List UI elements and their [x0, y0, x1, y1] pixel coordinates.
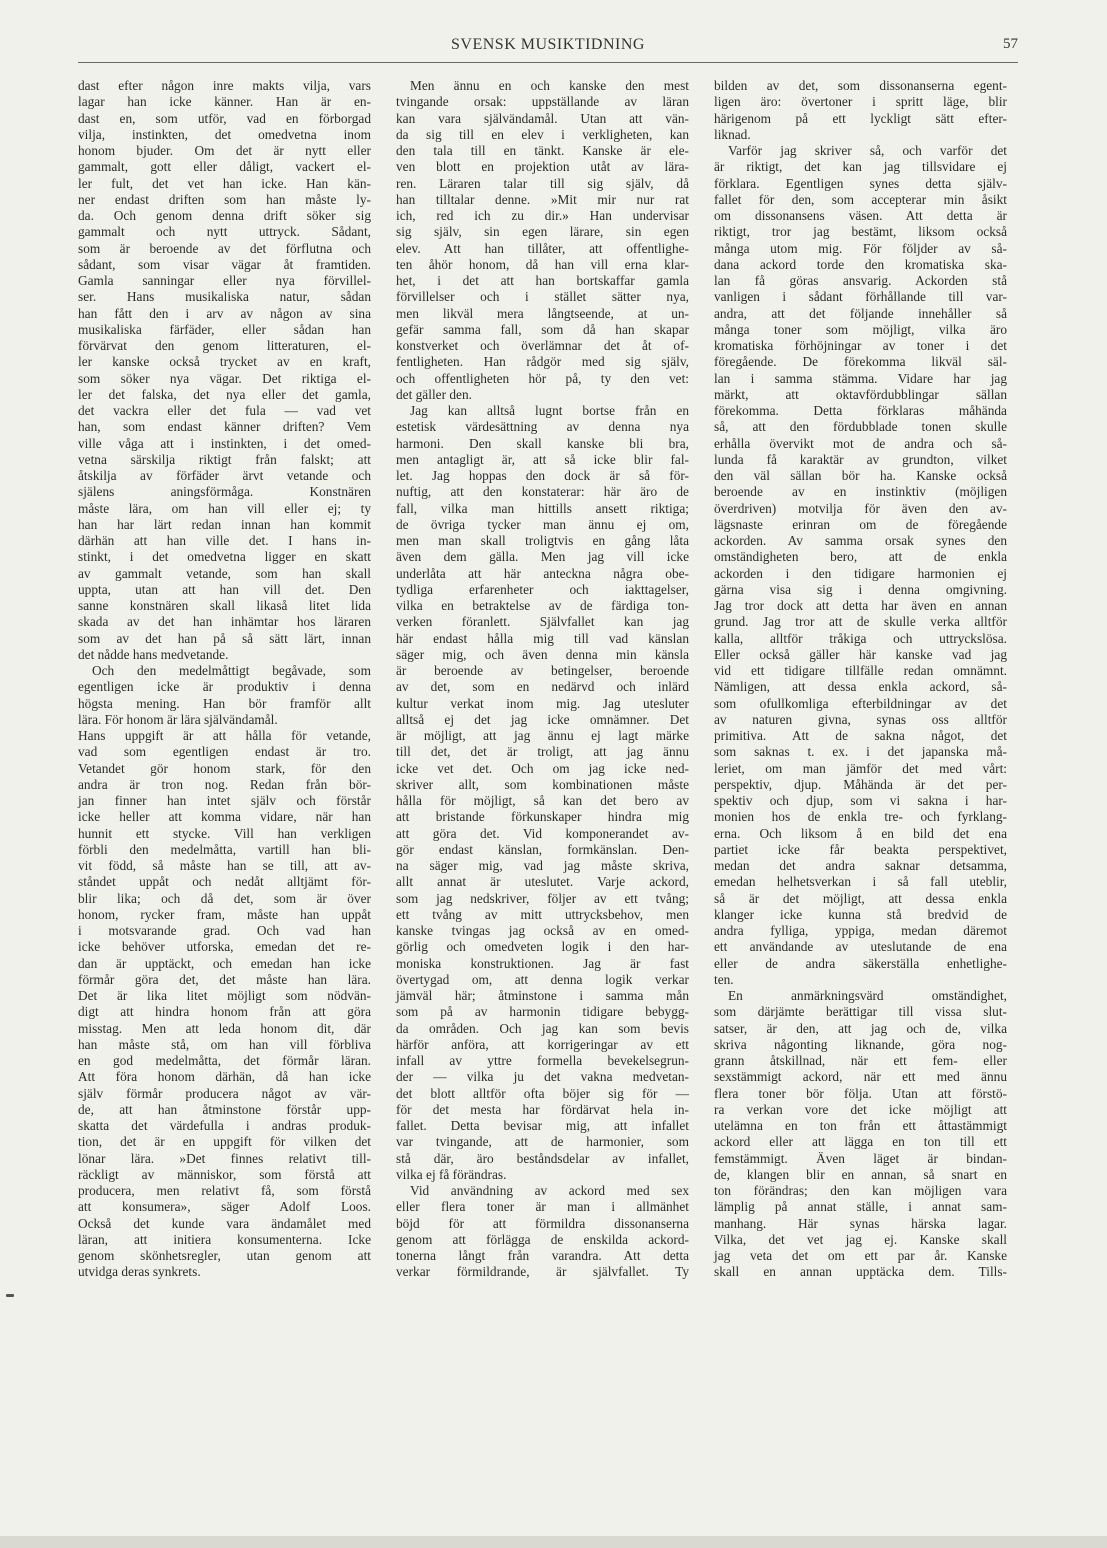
- text-line: att bristande förkunskaper hindra mig: [396, 809, 689, 825]
- text-line: förvillelser och i stället sätter nya,: [396, 289, 689, 305]
- text-line: och offentligheten hör på, ty den vet:: [396, 370, 689, 386]
- text-line: verkar förmildrande, är självfallet. Ty: [396, 1264, 689, 1280]
- text-line: honom, rycker fram, måste han uppåt: [78, 906, 371, 922]
- text-line: elev. Att han tillåter, att offentlighe-: [396, 240, 689, 256]
- text-line: konstverket och överlämnar det åt of-: [396, 338, 689, 353]
- text-line: läran, att initiera konsumenterna. Icke: [78, 1231, 371, 1247]
- text-line: härigenom på ett lyckligt sätt efter-: [714, 110, 1007, 126]
- text-line: förekomma. Detta förklaras måhända: [714, 403, 1007, 418]
- text-line: görlig och omedveten logik i den har-: [396, 939, 689, 955]
- text-line: av naturen givna, synas oss alltför: [714, 711, 1007, 727]
- text-line: andra är tron nog. Redan från bör-: [78, 776, 371, 792]
- text-line: vad som egentligen endast är tro.: [78, 744, 371, 760]
- text-line: som saknas t. ex. i det japanska må-: [714, 744, 1007, 760]
- text-line: moniska konstruktionen. Jag är fast: [396, 955, 689, 971]
- text-line: Det är lika litet möjligt som nödvän-: [78, 988, 371, 1003]
- text-line: ven blott en projektion utåt av lära-: [396, 159, 689, 175]
- text-line: Gamla sanningar eller nya förvillel-: [78, 273, 371, 288]
- text-line: den tala till en tänkt. Kanske är ele-: [396, 143, 689, 158]
- text-line: de övriga tycker man ännu ej om,: [396, 516, 689, 532]
- text-line: men antagligt är, att så icke blir fal-: [396, 451, 689, 467]
- text-line: själens aningsförmåga. Konstnären: [78, 484, 371, 500]
- text-line: femstämmigt. Även läget är bindan-: [714, 1150, 1007, 1166]
- text-line: som jag nedskriver, följer av ett tvång;: [396, 890, 689, 906]
- text-line: der — vilka ju det vakna medvetan-: [396, 1069, 689, 1085]
- text-line: primitiva. Att de sakna något, det: [714, 728, 1007, 743]
- text-line: överdriven) motvilja för även den av-: [714, 500, 1007, 516]
- text-line: perspektiv, djup. Måhända är det per-: [714, 776, 1007, 792]
- text-line: ler kanske också trycket av en kraft,: [78, 354, 371, 370]
- header-rule: [78, 62, 1018, 63]
- text-line: föregående. De förekomma likväl säl-: [714, 354, 1007, 370]
- text-line: utvidga deras synkrets.: [78, 1264, 201, 1280]
- text-line: i motsvarande grad. Och vad han: [78, 923, 371, 938]
- text-line: om dissonansens väsen. Att detta är: [714, 208, 1007, 223]
- text-line: så är det möjligt, att dessa enkla: [714, 890, 1007, 906]
- text-line: lägsnaste erinran om de föregående: [714, 516, 1007, 532]
- text-line: ner endast driften som han måste ly-: [78, 191, 371, 207]
- text-line: gärna visa sig i denna omgivning.: [714, 581, 1007, 597]
- text-line: satser, är den, att jag och de, vilka: [714, 1020, 1007, 1036]
- text-line: är möjligt, att jag ännu ej lagt märke: [396, 728, 689, 743]
- text-line: böjd för att förmildra dissonanserna: [396, 1215, 689, 1231]
- text-line: fall, vilka man hittills ansett riktiga;: [396, 500, 689, 516]
- text-line: lagar han icke känner. Han är en-: [78, 94, 371, 110]
- text-line: för det mesta har fördärvat hela in-: [396, 1101, 689, 1117]
- text-line: gör endast känslan, formkänslan. Den-: [396, 841, 689, 857]
- text-line: Eller också gäller här kanske vad jag: [714, 646, 1007, 662]
- text-line: jämväl här; åtminstone i samma mån: [396, 988, 689, 1003]
- text-line: Vid användning av ackord med sex: [410, 1183, 689, 1198]
- text-line: Nämligen, att dessa enkla ackord, så-: [714, 679, 1007, 695]
- text-line: det blott alltför ofta böjer sig för —: [396, 1085, 689, 1101]
- text-line: som ofullkomliga efterbildningar av det: [714, 695, 1007, 711]
- text-line: skriva någonting liknande, göra nog-: [714, 1036, 1007, 1052]
- text-line: da områden. Och jag kan som bevis: [396, 1020, 689, 1036]
- text-line: vid ett tidigare tillfälle redan omnämnt.: [714, 663, 1007, 678]
- text-line: en god medelmåtta, det förmår läran.: [78, 1053, 371, 1068]
- text-line: räckligt av människor, som förstå att: [78, 1166, 371, 1182]
- text-line: dast efter någon inre makts vilja, vars: [78, 78, 371, 93]
- text-line: Också det kunde vara ändamålet med: [78, 1215, 371, 1231]
- text-line: tion, det är en uppgift för vilken det: [78, 1134, 371, 1150]
- text-line: säger mig, och även denna min känsla: [396, 646, 689, 662]
- text-line: dan är upptäckt, och emedan han icke: [78, 955, 371, 971]
- text-line: Men ännu en och kanske den mest: [410, 78, 689, 93]
- text-line: uppta, utan att han vill det. Den: [78, 581, 371, 597]
- text-line: da sig till en elev i verkligheten, kan: [396, 126, 689, 142]
- text-line: högsta mening. Han bör framför allt: [78, 695, 371, 711]
- text-line: En anmärkningsvärd omständighet,: [728, 988, 1007, 1003]
- text-line: ich, red ich zu dir.» Han undervisar: [396, 208, 689, 223]
- text-column-2: [396, 78, 689, 1281]
- text-column-3: [714, 78, 1007, 1281]
- text-line: grund. Jag tror att de skulle verka alltför: [714, 614, 1007, 630]
- text-line: därhän att han ville det. I hans in-: [78, 533, 371, 548]
- text-line: ackorden. Av samma orsak synes den: [714, 533, 1007, 548]
- text-line: ten.: [714, 971, 734, 987]
- text-line: vilja, instinkten, det omedvetna inom: [78, 126, 371, 142]
- text-line: tydliga erfarenheter och iakttagelser,: [396, 581, 689, 597]
- text-line: många toner som möjligt, vilka äro: [714, 321, 1007, 337]
- text-line: fentligheten. Han rådgör med sig själv,: [396, 354, 689, 370]
- text-line: jan finner han intet själv och förstår: [78, 793, 371, 808]
- text-line: hålla för möjligt, så kan det bero av: [396, 793, 689, 808]
- text-line: estetisk värdesättning av denna nya: [396, 419, 689, 435]
- text-line: ra verkan vore det icke möjligt att: [714, 1101, 1007, 1117]
- text-line: infall av yttre formella bevekelsegrun-: [396, 1053, 689, 1068]
- text-line: han fått den i arv av någon av sina: [78, 305, 371, 321]
- text-line: lan i samma stämma. Vidare har jag: [714, 370, 1007, 386]
- text-line: utelämna en ton från ett åttastämmigt: [714, 1118, 1007, 1133]
- text-line: verken föranlett. Självfallet kan jag: [396, 614, 689, 630]
- text-line: emedan helhetsverkan i så fall uteblir,: [714, 874, 1007, 890]
- text-line: musikaliska färfäder, eller sådan han: [78, 321, 371, 337]
- text-line: sanne konstnären skall likaså litet lida: [78, 598, 371, 613]
- margin-mark: [6, 1294, 14, 1297]
- text-line: dana ackord torde den kromatiska ska-: [714, 256, 1007, 272]
- text-line: men man skall troligtvis en gång låta: [396, 533, 689, 548]
- text-line: förmår göra det, det måste han lära.: [78, 971, 371, 987]
- text-line: beroende av en instinktiv (möjligen: [714, 484, 1007, 500]
- text-line: av gammalt vetande, som han skall: [78, 565, 371, 581]
- text-line: ligen äro: övertoner i spritt läge, blir: [714, 94, 1007, 110]
- text-line: skall en annan upptäcka dem. Tills-: [714, 1264, 1007, 1280]
- text-line: het, i det att han bortskaffar gamla: [396, 273, 689, 288]
- text-line: grann åtskillnad, när ett fem- eller: [714, 1053, 1007, 1068]
- text-line: na säger mig, vad jag måste skriva,: [396, 858, 689, 873]
- page-number: 57: [1003, 36, 1018, 52]
- text-line: sexstämmigt ackord, när ett med ännu: [714, 1069, 1007, 1085]
- text-line: märkt, att oktavfördubblingar sällan: [714, 386, 1007, 402]
- text-line: ville våga att i instinkten, i det omed-: [78, 435, 371, 451]
- text-line: eller flera toner är man i allmänhet: [396, 1199, 689, 1215]
- text-line: lönar lära. »Det finnes relativt till-: [78, 1150, 371, 1166]
- text-line: han tilltalar denne. »Mit mir nur rat: [396, 191, 689, 207]
- text-line: icke heller att komma vidare, när han: [78, 809, 371, 825]
- text-line: många utom mig. För följder av så-: [714, 240, 1007, 256]
- text-line: blir lika; och då det, som är över: [78, 890, 371, 906]
- text-line: flera toner bör följa. Utan att förstö-: [714, 1085, 1007, 1101]
- text-line: fallet. Detta bevisar mig, att infallet: [396, 1118, 689, 1133]
- text-line: digt att hindra honom från att göra: [78, 1004, 371, 1020]
- text-line: han, som endast känner driften? Vem: [78, 419, 371, 435]
- page-bottom-edge: [0, 1536, 1107, 1548]
- text-line: som därjämte berättigar till vissa slut-: [714, 1004, 1007, 1020]
- text-line: vanligen i sådant förhållande till var-: [714, 289, 1007, 305]
- text-line: stå där, äro beståndsdelar av infallet,: [396, 1150, 689, 1166]
- text-line: andra, att det följande innehåller så: [714, 305, 1007, 321]
- text-line: den väl sällan bör ha. Kanske också: [714, 468, 1007, 483]
- text-line: gammalt och nytt uttryck. Sådant,: [78, 224, 371, 240]
- text-line: ren. Läraren talar till sig själv, då: [396, 175, 689, 191]
- text-line: tonerna långt från varandra. Att detta: [396, 1248, 689, 1263]
- text-line: nuftig, att den konstaterar: här äro de: [396, 484, 689, 500]
- text-line: medan det andra saknar detsamma,: [714, 858, 1007, 873]
- text-line: jag veta det om ett par år. Kanske: [714, 1248, 1007, 1263]
- text-line: vetna särskilja riktigt från falskt; att: [78, 451, 371, 467]
- text-line: ler fult, det vet han icke. Han kän-: [78, 175, 371, 191]
- text-line: ten åhör honom, då han vill erna klar-: [396, 256, 689, 272]
- text-line: förbli den medelmåtta, vartill han bli-: [78, 841, 371, 857]
- text-line: kromatiska förhöjningar av toner i det: [714, 338, 1007, 353]
- text-line: av det, som en nedärvd och inlärd: [396, 679, 689, 695]
- text-line: hunnit ett stycke. Vill han verkligen: [78, 825, 371, 841]
- text-line: de, att han åtminstone förstår upp-: [78, 1101, 371, 1117]
- text-line: ståndet uppåt och nedåt alltjämt för-: [78, 874, 371, 890]
- text-line: skada av det han inhämtar hos läraren: [78, 614, 371, 630]
- text-line: manhang. Här synas härska lagar.: [714, 1215, 1007, 1231]
- text-column-1: [78, 78, 371, 1281]
- text-line: förvärvat den genom litteraturen, el-: [78, 338, 371, 353]
- text-line: misstag. Men att leda honom dit, där: [78, 1020, 371, 1036]
- text-line: är riktigt, det kan jag tillsvidare ej: [714, 159, 1007, 175]
- text-line: ett användande av uteslutande de ena: [714, 939, 1007, 955]
- text-line: som söker nya vägar. Det riktiga el-: [78, 370, 371, 386]
- text-line: genom att förlägga de enskilda ackord-: [396, 1231, 689, 1247]
- text-line: liknad.: [714, 126, 751, 142]
- text-line: kan vara självändamål. Utan att vän-: [396, 110, 689, 126]
- text-line: vilka en betraktelse av de färdiga ton-: [396, 598, 689, 613]
- text-line: det vackra eller det fula — vad vet: [78, 403, 371, 418]
- text-line: att göra det. Vid komponerandet av-: [396, 825, 689, 841]
- text-line: det nådde hans medvetande.: [78, 646, 229, 662]
- text-line: spektiv och djup, som vi sakna i har-: [714, 793, 1007, 808]
- text-line: vit född, så måste han se till, att av-: [78, 858, 371, 873]
- text-line: själv förmår producera något av vär-: [78, 1085, 371, 1101]
- text-line: Vetandet gör honom stark, för den: [78, 760, 371, 776]
- text-line: egentligen icke är produktiv i denna: [78, 679, 371, 695]
- text-line: att konsumera», säger Adolf Loos.: [78, 1199, 371, 1215]
- text-line: bilden av det, som dissonanserna egent-: [714, 78, 1007, 93]
- page-header: [78, 36, 1018, 56]
- text-line: monien hos de enkla tre- och fyrklang-: [714, 809, 1007, 825]
- text-line: sådant, som visar vägar åt framtiden.: [78, 256, 371, 272]
- text-line: åtskilja av förfäder ärvt vetande och: [78, 468, 371, 483]
- text-line: så, att den fördubblade tonen skulle: [714, 419, 1007, 435]
- text-line: icke behöver utforska, emedan det re-: [78, 939, 371, 955]
- text-line: Jag kan alltså lugnt bortse från en: [410, 403, 689, 418]
- text-line: är beroende av betingelser, beroende: [396, 663, 689, 678]
- text-line: lan få göras ansvarig. Ackorden stå: [714, 273, 1007, 288]
- text-line: måste lära, om han vill eller ej; ty: [78, 500, 371, 516]
- text-line: gammalt, gott eller dåligt, vackert el-: [78, 159, 371, 175]
- text-line: underlåta att här anteckna några obe-: [396, 565, 689, 581]
- text-line: klanger icke kunna stå bredvid de: [714, 906, 1007, 922]
- text-line: alltså ej det jag icke omnämner. Det: [396, 711, 689, 727]
- text-line: härför anföra, att korrigeringar av ett: [396, 1036, 689, 1052]
- text-line: harmoni. Den skall kanske bli bra,: [396, 435, 689, 451]
- text-line: kanske tvingas jag också av en omed-: [396, 923, 689, 938]
- text-line: icke vet det. Och om jag icke ned-: [396, 760, 689, 776]
- journal-title: SVENSK MUSIKTIDNING: [451, 36, 645, 53]
- text-line: dast en, som utför, vad en förborgad: [78, 110, 371, 126]
- text-line: lämplig på annat ställe, i annat sam-: [714, 1199, 1007, 1215]
- text-line: han måste stå, om han vill förbliva: [78, 1036, 371, 1052]
- text-line: han har lärt redan innan han kommit: [78, 516, 371, 532]
- text-line: till det, det är troligt, att jag ännu: [396, 744, 689, 760]
- text-line: som är beroende av det förflutna och: [78, 240, 371, 256]
- text-line: gefär samma fall, som då han skapar: [396, 321, 689, 337]
- text-line: ler det falska, det nya eller det gamla,: [78, 386, 371, 402]
- text-line: tvingande orsak: uppställande av läran: [396, 94, 689, 110]
- text-line: här endast hålla mig till vad känslan: [396, 630, 689, 646]
- text-line: eller de andra säkerställa enhetlighe-: [714, 955, 1007, 971]
- text-line: Varför jag skriver så, och varför det: [728, 143, 1007, 158]
- text-line: Jag tror dock att detta har även en annan: [714, 598, 1007, 613]
- text-line: kalla, alltför tråkiga och uttryckslösa.: [714, 630, 1007, 646]
- text-line: sig själv, sin egen lärare, sin egen: [396, 224, 689, 240]
- text-line: leriet, om man jämför det med vårt:: [714, 760, 1007, 776]
- text-line: det gäller den.: [396, 386, 472, 402]
- text-line: stinkt, i det omedvetna ligger en skatt: [78, 549, 371, 565]
- text-line: omständigheten bero, att de enkla: [714, 549, 1007, 565]
- text-line: Och den medelmåttigt begåvade, som: [92, 663, 371, 678]
- text-line: allt annat är uteslutet. Varje ackord,: [396, 874, 689, 890]
- text-line: som av det han på så sätt lärt, innan: [78, 630, 371, 646]
- text-line: de, klangen blir en annan, så snart en: [714, 1166, 1007, 1182]
- text-line: producera, men relativt få, som förstå: [78, 1183, 371, 1198]
- text-line: men likväl mera långtseende, at un-: [396, 305, 689, 321]
- text-line: även dem gälla. Men jag vill icke: [396, 549, 689, 565]
- text-line: som på av harmonin tidigare bebygg-: [396, 1004, 689, 1020]
- text-line: let. Jag hoppas den dock är så för-: [396, 468, 689, 483]
- text-line: förklara. Egentligen synes detta själv-: [714, 175, 1007, 191]
- text-line: fallet för den, som accepterar min åsikt: [714, 191, 1007, 207]
- text-line: Hans uppgift är att hålla för vetande,: [78, 728, 371, 743]
- text-line: lära. För honom är lära självändamål.: [78, 711, 278, 727]
- text-line: ackorden i den tidigare harmonien ej: [714, 565, 1007, 581]
- text-line: Att föra honom därhän, då han icke: [78, 1069, 371, 1085]
- text-line: Vilka, det vet jag ej. Kanske skall: [714, 1231, 1007, 1247]
- text-line: vilka ej få förändras.: [396, 1166, 507, 1182]
- text-line: ton förändras; den kan möjligen vara: [714, 1183, 1007, 1198]
- text-line: erhålla övervikt mot de andra och så-: [714, 435, 1007, 451]
- text-line: riktigt, tror jag bestämt, liksom också: [714, 224, 1007, 240]
- text-line: lunda få karaktär av grundton, vilket: [714, 451, 1007, 467]
- text-line: skriver allt, som kombinationen måste: [396, 776, 689, 792]
- text-line: ser. Hans musikaliska natur, sådan: [78, 289, 371, 305]
- text-line: var tvingande, att de harmonier, som: [396, 1134, 689, 1150]
- text-line: da. Och genom denna drift söker sig: [78, 208, 371, 223]
- text-line: kultur verkat inom mig. Jag utesluter: [396, 695, 689, 711]
- text-line: genom skönhetsregler, utan genom att: [78, 1248, 371, 1263]
- text-line: partiet icke får beakta perspektivet,: [714, 841, 1007, 857]
- text-line: honom bjuder. Om det är nytt eller: [78, 143, 371, 158]
- text-line: övertygad om, att denna logik verkar: [396, 971, 689, 987]
- text-line: ett tvång av mitt uttrycksbehov, men: [396, 906, 689, 922]
- text-line: andra fylliga, yppiga, medan däremot: [714, 923, 1007, 938]
- text-line: ackord eller att lägga en ton till ett: [714, 1134, 1007, 1150]
- text-line: erna. Och liksom å en bild det ena: [714, 825, 1007, 841]
- text-line: skatta det värdefulla i andras produk-: [78, 1118, 371, 1133]
